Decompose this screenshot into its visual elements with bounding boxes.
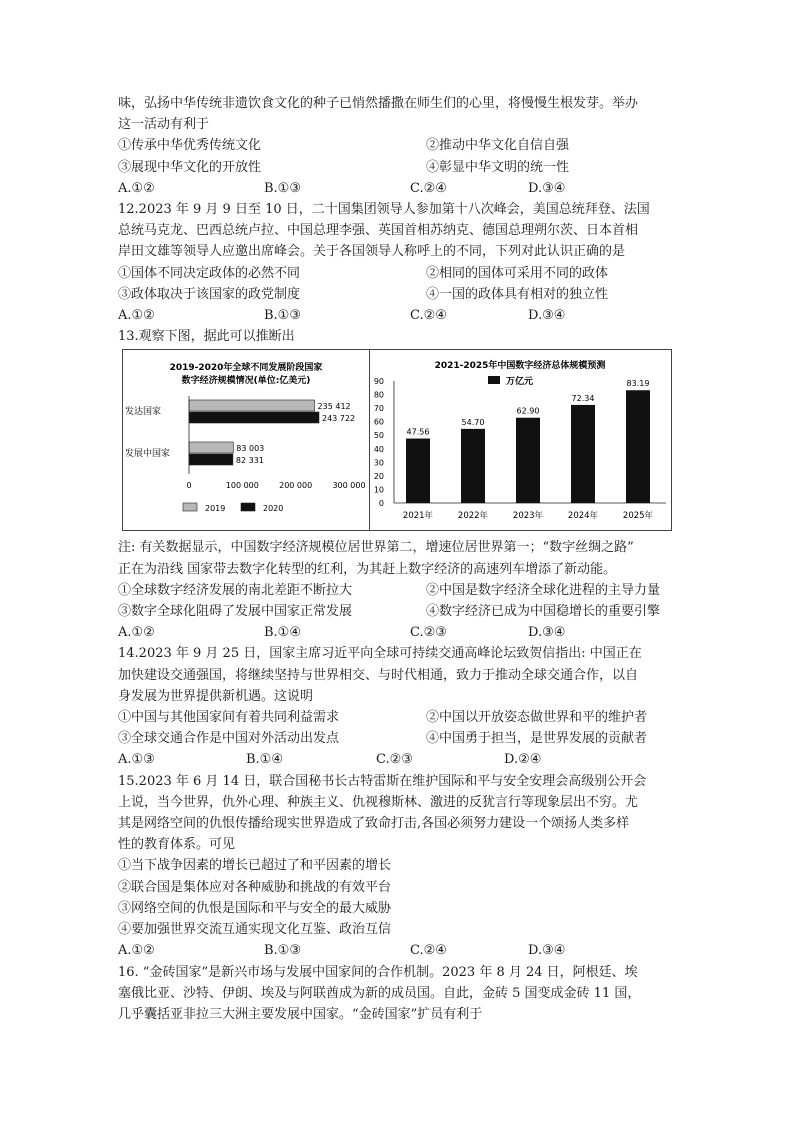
option: ③展现中华文化的开放性 (118, 159, 262, 175)
chart-right-panel (370, 350, 671, 530)
intro-line-1: 味，弘扬中华传统非遗饮食文化的种子已悄然播撒在师生们的心里，将慢慢生根发芽。举办 (118, 96, 639, 111)
answer-choice: A.①③ (118, 752, 155, 768)
vertical-bar-chart (370, 350, 670, 530)
answer-choice: B.①③ (264, 180, 301, 196)
option: ①国体不同决定政体的必然不同 (118, 265, 301, 281)
answer-choice: A.①② (118, 943, 155, 959)
chart-left-panel (123, 350, 370, 530)
option: ③数字全球化阻碍了发展中国家正常发展 (118, 604, 353, 620)
data-label: 235 412 (317, 402, 351, 412)
answer-choice: B.①③ (264, 943, 301, 959)
tick-label: 80 (373, 390, 384, 400)
q14-stem-line: 身发展为世界提供新机遇。这说明 (118, 688, 314, 704)
answer-choice: D.③④ (528, 180, 566, 196)
bar (406, 439, 430, 503)
exam-page (118, 93, 678, 1025)
q15-stem-line: 性的教育体系。可见 (118, 837, 236, 853)
category-label: 发达国家 (125, 407, 162, 418)
q16-stem-line: 几乎囊括亚非拉三大洲主要发展中国家。“金砖国家”扩员有利于 (118, 1006, 483, 1022)
q13-note-line: 注: 有关数据显示，中国数字经济规模位居世界第二，增速位居世界第一；“数字丝绸之路” (118, 540, 634, 556)
option: ②中国以开放姿态做世界和平的维护者 (426, 710, 648, 726)
q16-stem-line: 塞俄比亚、沙特、伊朗、埃及与阿联酋成为新的成员国。自此，金砖 5 国变成金砖 11 国， (118, 985, 641, 1001)
tick-label: 0 (186, 481, 192, 491)
q12-options-row-2 (118, 284, 678, 305)
legend-label: 2019 (205, 504, 226, 514)
option: ④彰显中华文明的统一性 (426, 159, 570, 175)
answer-choice: C.②③ (376, 752, 413, 768)
category-label: 2025年 (622, 511, 654, 522)
q12-answers (118, 305, 678, 326)
legend-label: 万亿元 (506, 377, 534, 388)
data-label: 83 003 (236, 444, 265, 454)
intro-options-row-2 (118, 157, 678, 178)
bar (189, 412, 319, 423)
q14-options-row-2 (118, 728, 678, 749)
option: ④中国勇于担当，是世界发展的贡献者 (426, 731, 648, 747)
tick-label: 40 (373, 445, 384, 455)
q15-stem-line: 15.2023 年 6 月 14 日，联合国秘书长古特雷斯在维护国际和平与安全安理会高级别公开会 (118, 773, 647, 789)
intro-options-row-1 (118, 135, 678, 156)
bar (516, 418, 540, 503)
answer-choice: D.③④ (528, 308, 566, 324)
q15-answers (118, 940, 678, 961)
option: ②中国是数字经济全球化进程的主导力量 (426, 582, 661, 598)
q16-stem-line: 16. “金砖国家”是新兴市场与发展中国家间的合作机制。2023 年 8 月 24 日，阿根廷、埃 (118, 964, 638, 980)
legend-swatch (241, 503, 255, 511)
bar (461, 429, 485, 503)
data-label: 243 722 (321, 414, 356, 424)
q12-stem-line: 12.2023 年 9 月 9 日至 10 日，二十国集团领导人参加第十八次峰会，美国总统拜登、法国 (118, 202, 650, 218)
q13-answers (118, 622, 678, 643)
option: ④数字经济已成为中国稳增长的重要引擎 (426, 604, 661, 620)
tick-label: 50 (373, 431, 384, 441)
answer-choice: D.②④ (504, 752, 542, 768)
answer-choice: A.①② (118, 625, 155, 641)
option: ①传承中华优秀传统文化 (118, 138, 262, 154)
bar (626, 391, 650, 504)
q13-stem: 13.观察下图，据此可以推断出 (118, 329, 295, 345)
q14-stem-line: 14.2023 年 9 月 25 日，国家主席习近平向全球可持续交通高峰论坛致贺信指出: 中国正在 (118, 646, 642, 662)
horizontal-bar-chart (123, 350, 369, 530)
q13-options-row-1 (118, 580, 678, 601)
data-label: 47.56 (406, 427, 430, 437)
data-label: 83.19 (626, 379, 650, 389)
answer-choice: C.②③ (410, 625, 447, 641)
bar (189, 442, 233, 453)
intro-line-2: 这一活动有利于 (118, 117, 210, 133)
option: ①当下战争因素的增长已超过了和平因素的增长 (118, 858, 392, 874)
tick-label: 60 (373, 418, 384, 428)
answer-choice: D.③④ (528, 943, 566, 959)
answer-choice: A.①② (118, 180, 155, 196)
data-label: 82 331 (235, 456, 264, 466)
option: ③政体取决于该国家的政党制度 (118, 286, 301, 302)
tick-label: 300 000 (332, 481, 366, 491)
option: ②相同的国体可采用不同的政体 (426, 265, 609, 281)
bar (571, 405, 595, 503)
category-label: 发展中国家 (125, 449, 171, 460)
tick-label: 90 (373, 377, 384, 387)
answer-choice: D.③④ (528, 625, 566, 641)
q12-stem-line: 岸田文雄等领导人应邀出席峰会。关于各国领导人称呼上的不同，下列对此认识正确的是 (118, 244, 626, 260)
category-label: 2023年 (512, 511, 544, 522)
q15-stem-line: 上说，当今世界，仇外心理、种族主义、仇视穆斯林、激进的反犹言行等现象层出不穷。尤 (118, 794, 639, 810)
category-label: 2021年 (402, 511, 434, 522)
q13-options-row-2 (118, 601, 678, 622)
q15-stem-line: 其是网络空间的仇恨传播给现实世界造成了致命打击,各国必须努力建设一个颂扬人类多样 (118, 816, 630, 832)
q14-options-row-1 (118, 707, 678, 728)
tick-label: 10 (373, 485, 384, 495)
bar (189, 454, 233, 465)
tick-label: 70 (373, 404, 384, 414)
answer-choice: B.①③ (264, 308, 301, 324)
tick-label: 20 (373, 472, 384, 482)
answer-choice: C.②④ (410, 180, 447, 196)
option: ②联合国是集体应对各种威胁和挑战的有效平台 (118, 879, 392, 895)
option: ①中国与其他国家间有着共同利益需求 (118, 710, 340, 726)
option: ④要加强世界交流互通实现文化互鉴、政治互信 (118, 922, 392, 938)
data-label: 62.90 (516, 407, 540, 417)
category-label: 2022年 (457, 511, 489, 522)
data-label: 72.34 (571, 394, 595, 404)
q12-stem-line: 总统马克龙、巴西总统卢拉、中国总理李强、英国首相苏纳克、德国总理朔尔茨、日本首相 (118, 223, 639, 239)
option: ④一国的政体具有相对的独立性 (426, 286, 609, 302)
chart-title: 数字经济规模情况(单位:亿美元) (181, 376, 311, 387)
option: ③网络空间的仇恨是国际和平与安全的最大威胁 (118, 900, 392, 916)
bar (189, 400, 315, 411)
q12-options-row-1 (118, 263, 678, 284)
tick-label: 100 000 (225, 481, 259, 491)
option: ③全球交通合作是中国对外活动出发点 (118, 731, 340, 747)
answer-choice: C.②④ (410, 308, 447, 324)
chart-title: 2019-2020年全球不同发展阶段国家 (169, 363, 323, 374)
q14-answers (118, 749, 678, 770)
q13-note-line: 正在为沿线 国家带去数字化转型的红利，为其赶上数字经济的高速列车增添了新动能。 (118, 561, 617, 577)
q13-figure (122, 349, 672, 531)
answer-choice: A.①② (118, 308, 155, 324)
legend-swatch (488, 376, 500, 384)
data-label: 54.70 (461, 418, 485, 428)
answer-choice: B.①④ (246, 752, 283, 768)
tick-label: 0 (378, 499, 384, 509)
tick-label: 30 (373, 458, 384, 468)
chart-title: 2021-2025年中国数字经济总体规模预测 (434, 361, 606, 372)
category-label: 2024年 (567, 511, 599, 522)
option: ②推动中华文化自信自强 (426, 138, 570, 154)
option: ①全球数字经济发展的南北差距不断拉大 (118, 582, 353, 598)
tick-label: 200 000 (279, 481, 313, 491)
legend-label: 2020 (263, 504, 284, 514)
intro-answers (118, 178, 678, 199)
q14-stem-line: 加快建设交通强国，将继续坚持与世界相交、与时代相通，致力于推动全球交通合作，以自 (118, 667, 639, 683)
legend-swatch (183, 503, 197, 511)
answer-choice: B.①④ (264, 625, 301, 641)
answer-choice: C.②④ (410, 943, 447, 959)
